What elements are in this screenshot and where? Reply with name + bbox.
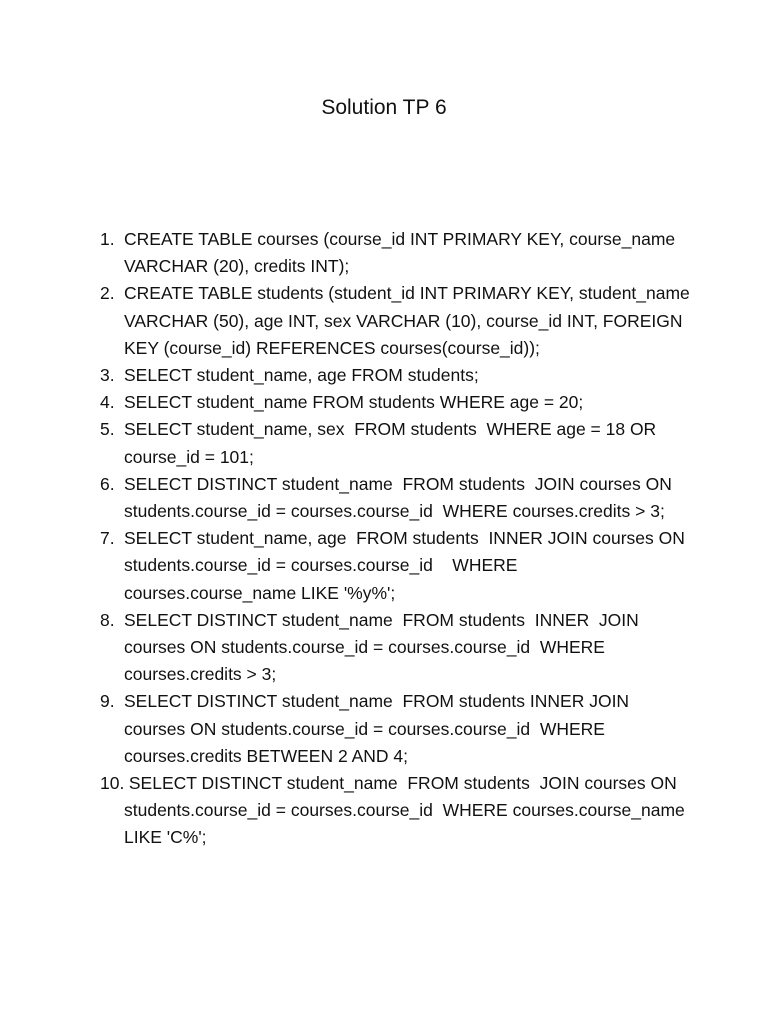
item-number: 8. <box>100 609 115 630</box>
list-item <box>100 280 695 362</box>
item-text: CREATE TABLE courses (course_id INT PRIMARY KEY, course_name VARCHAR (20), credits INT); <box>124 229 681 277</box>
list-item <box>100 770 690 852</box>
item-number: 9. <box>100 691 115 712</box>
list-item <box>100 471 690 525</box>
item-number: 5. <box>100 419 115 440</box>
item-text: SELECT student_name, age FROM students; <box>124 365 479 386</box>
item-number: 4. <box>100 392 115 413</box>
item-text: SELECT DISTINCT student_name FROM students INNER JOIN courses ON students.course_id = courses.course_id WHERE courses.credits > 3; <box>124 609 644 685</box>
item-text: SELECT DISTINCT student_name FROM students JOIN courses ON students.course_id = courses.course_id WHERE courses.course_name LIKE 'C%'; <box>124 773 690 848</box>
list-item <box>100 362 690 389</box>
list-item <box>100 416 690 470</box>
list-item <box>100 389 690 416</box>
item-text: SELECT student_name, sex FROM students WHERE age = 18 OR course_id = 101; <box>124 419 662 467</box>
list-item <box>100 226 690 280</box>
item-text: SELECT DISTINCT student_name FROM students INNER JOIN courses ON students.course_id = courses.course_id WHERE courses.credits BETWEEN 2 AND 4; <box>124 691 634 766</box>
item-text: SELECT student_name, age FROM students INNER JOIN courses ON students.course_id = courses.course_id WHERE courses.course_name LIKE '%y%'; <box>124 528 690 603</box>
list-item <box>100 688 690 770</box>
item-number: 1. <box>100 229 115 249</box>
item-number: 2. <box>100 283 115 304</box>
page-title: Solution TP 6 <box>321 96 447 119</box>
solution-list <box>100 226 695 852</box>
list-item <box>100 607 690 689</box>
item-text: CREATE TABLE students (student_id INT PRIMARY KEY, student_name VARCHAR (50), age INT, sex VARCHAR (10), course_id INT, FOREIGN KEY (course_id) REFERENCES courses(course_id)); <box>124 283 695 358</box>
item-number: 7. <box>100 528 115 549</box>
item-text: SELECT DISTINCT student_name FROM students JOIN courses ON students.course_id = courses.course_id WHERE courses.credits > 3; <box>124 473 677 522</box>
list-item <box>100 525 690 607</box>
item-number: 3. <box>100 365 115 386</box>
item-text: SELECT student_name FROM students WHERE age = 20; <box>124 392 584 413</box>
item-number: 6. <box>100 473 115 494</box>
item-number: 10. <box>100 773 125 794</box>
